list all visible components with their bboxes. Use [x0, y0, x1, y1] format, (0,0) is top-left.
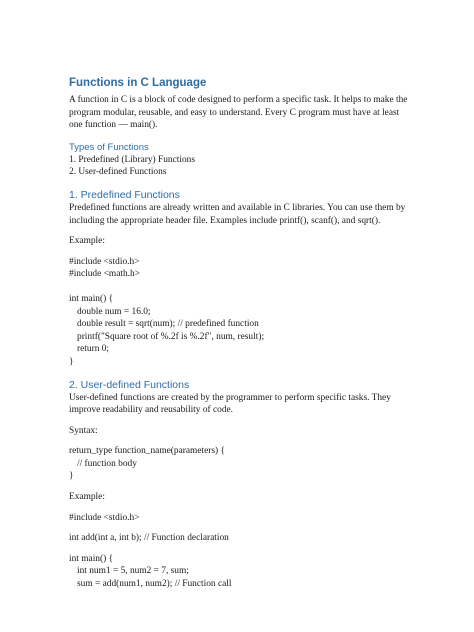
intro-line: program modular, reusable, and easy to understand. Every C program must have at least — [69, 107, 400, 118]
types-heading: Types of Functions — [69, 141, 149, 153]
code-line: int main() { — [69, 293, 114, 304]
code-line: printf("Square root of %.2f is %.2f", num, result); — [77, 331, 265, 342]
code-line: #include <stdio.h> — [69, 512, 140, 523]
example-label: Example: — [69, 236, 105, 247]
intro-line: A function in C is a block of code designed to perform a specific task. It helps to make the — [69, 95, 408, 105]
syntax-label: Syntax: — [69, 425, 98, 436]
code-line: return 0; — [77, 344, 110, 355]
types-item: 1. Predefined (Library) Functions — [69, 154, 196, 165]
document-content — [69, 76, 409, 591]
types-item: 2. User-defined Functions — [69, 167, 167, 178]
section2-body-line: User-defined functions are created by the programmer to perform specific tasks. They — [69, 392, 391, 403]
code-line: return_type function_name(parameters) { — [69, 446, 225, 457]
code-line: double result = sqrt(num); // predefined function — [77, 319, 259, 330]
code-line: } — [69, 356, 74, 367]
intro-line: one function — main(). — [69, 120, 158, 131]
code-line: double num = 16.0; — [77, 306, 151, 317]
code-line: // function body — [77, 458, 137, 469]
code-line: #include <stdio.h> — [69, 256, 140, 267]
code-line: int main() { — [69, 553, 114, 564]
document-title: Functions in C Language — [69, 77, 207, 89]
section2-body-line: improve readability and reusability of code. — [69, 405, 234, 416]
code-line: #include <math.h> — [69, 269, 140, 280]
example-label: Example: — [69, 492, 105, 503]
section-heading-predefined: 1. Predefined Functions — [69, 188, 180, 201]
section-heading-user-defined: 2. User-defined Functions — [69, 378, 190, 391]
code-line: int num1 = 5, num2 = 7, sum; — [77, 566, 189, 577]
code-line: int add(int a, int b); // Function declaration — [69, 533, 229, 544]
code-line: } — [69, 471, 74, 482]
section1-body-line: Predefined functions are already written and available in C libraries. You can use them by — [69, 202, 406, 213]
code-line: sum = add(num1, num2); // Function call — [77, 579, 232, 590]
section1-body-line: including the appropriate header file. Examples include printf(), scanf(), and sqrt(). — [69, 215, 381, 226]
